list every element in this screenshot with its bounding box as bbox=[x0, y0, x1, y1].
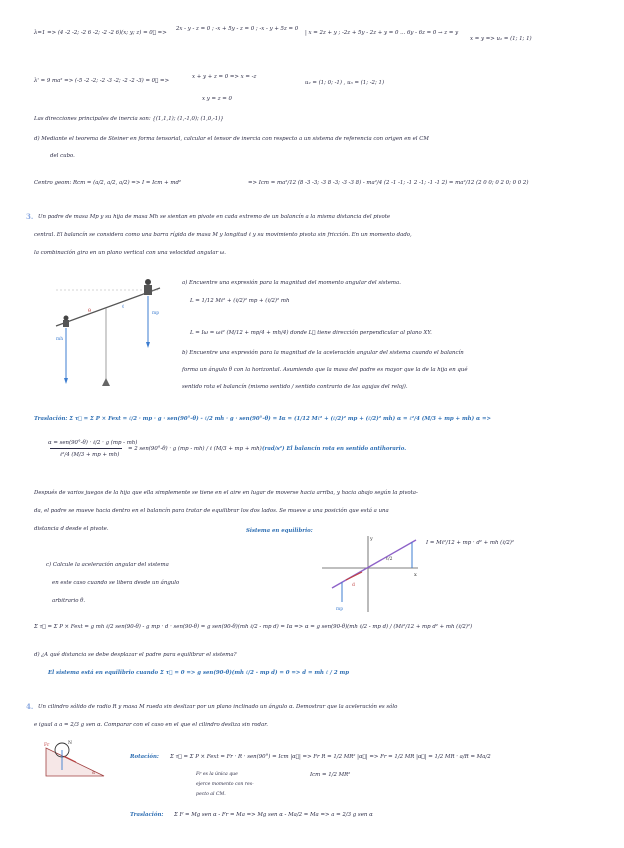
fraction-bar-1 bbox=[50, 448, 122, 449]
question-b-line2: forma un ángulo θ con la horizontal. Asumiendo que la masa del padre es mayor que la de la hija en qué bbox=[182, 367, 468, 373]
question-d-text: d) ¿A qué distancia se debe desplazar el padre para equilibrar el sistema? bbox=[34, 652, 237, 658]
equilibrium-label: Sistema en equilibrio: bbox=[246, 528, 313, 534]
problem-3-text-2: central. El balancín se considera como una barra rígida de masa M y longitud ℓ y su movimiento pivota sin fricción. En un momento dado, bbox=[34, 232, 412, 238]
label-mp-eq: mp bbox=[336, 607, 344, 612]
equilibrium-inertia: I = Mℓ²/12 + mp · d² + mh (ℓ/2)² bbox=[426, 540, 515, 546]
tilted-beam bbox=[332, 540, 416, 588]
principal-directions: Las direcciones principales de inercia son: {(1,1,1); (1,-1,0); (1,0,-1)} bbox=[34, 116, 224, 122]
question-d-line2: del cubo. bbox=[50, 153, 75, 159]
label-ell: ℓ bbox=[122, 304, 125, 310]
eigen-eq-1d: x = y => u₁ = (1; 1; 1) bbox=[470, 36, 532, 42]
distance-d-segment bbox=[346, 572, 362, 580]
label-n: N bbox=[68, 741, 72, 746]
label-alpha: α bbox=[92, 771, 96, 776]
note-line-3: pecto al CM. bbox=[196, 792, 226, 797]
question-a-eq-2: L = Iω = ωℓ² (M/12 + mp/4 + mh/4) donde L⃗ tiene dirección perpendicular al plano XY. bbox=[190, 330, 432, 336]
question-c-line1: c) Calcule la aceleración angular del sistema bbox=[46, 562, 169, 568]
note-line-2: ejerce momento con res- bbox=[196, 782, 254, 787]
question-d-answer: El sistema está en equilibrio cuando Σ τ⃗ = 0 => g sen(90-θ)(mh ℓ/2 - mp d) = 0 => d = mh ℓ / 2 mp bbox=[48, 670, 349, 676]
problem-4-text-1: Un cilindro sólido de radio R y masa M rueda sin deslizar por un plano inclinado un ángulo α. Demostrar que la aceleración es sólo bbox=[38, 704, 398, 710]
daughter-body bbox=[63, 320, 69, 327]
label-d: d bbox=[352, 583, 355, 588]
translation-eq: Σ F = Mg sen α - Fr = Ma => Mg sen α - Ma/2 = Ma => a = 2/3 g sen α bbox=[174, 812, 373, 818]
rotation-label: Rotación: bbox=[130, 754, 159, 760]
question-d-line1: d) Mediante el teorema de Steiner en forma tensorial, calcular el tensor de inercia con respecto a un sistema de referencia con origen en el CM bbox=[34, 136, 429, 142]
description-line-1: Después de varios juegos de la hija que ella simplemente se tiene en el aire en lugar de moverse hacia arriba, y hacia abajo según la pivota- bbox=[34, 490, 418, 496]
question-a-eq-1: L = 1/12 Mℓ² + (ℓ/2)² mp + (ℓ/2)² mh bbox=[190, 298, 290, 304]
eigen-eq-1a: λ=1 => (4 -2 -2; -2 6 -2; -2 -2 6)(x; y; z) = 0⃗ => bbox=[34, 30, 167, 36]
description-line-2: da, el padre se mueve hacia dentro en el balancín para tratar de equilibrar los dos lados. Se mueve a una posición que está a una bbox=[34, 508, 389, 514]
problem-4-number: 4. bbox=[26, 702, 34, 711]
description-line-3: distancia d desde el pivote. bbox=[34, 526, 109, 532]
alpha-numerator: α = sen(90°-θ) · ℓ/2 · g (mp - mh) bbox=[48, 440, 138, 446]
problem-3-text-1: Un padre de masa Mp y su hija de masa Mh se sientan en pivote en cada extremo de un balancín a la misma distancia del pivote bbox=[38, 214, 391, 220]
translation-eq-1: Traslación: Σ τ⃗ = Σ P × Fext = ℓ/2 · mp · g · sen(90°-θ) - ℓ/2 mh · g · sen(90°-θ) = Iα = (1/12 Mℓ² + (ℓ/2)² mp + (ℓ/2)² mh) α = ℓ²/4 (M/3 + mp + mh) α => bbox=[34, 416, 492, 422]
father-icon bbox=[145, 279, 151, 285]
label-fr: Fr bbox=[44, 743, 50, 748]
eigen-eq-2d: x y = z = 0 bbox=[202, 96, 232, 102]
problem-4-text-2: e igual a a = 2/3 g sen α. Comparar con el caso en el que el cilindro desliza sin rodar. bbox=[34, 722, 268, 728]
problem-3-text-3: la combinación gira en un plano vertical con una velocidad angular ω. bbox=[34, 250, 227, 256]
label-mh: mh bbox=[56, 337, 64, 342]
pivot-base bbox=[102, 378, 110, 386]
label-x: x bbox=[414, 572, 417, 578]
incline-figure bbox=[42, 736, 108, 780]
inertia-cylinder: Icm = 1/2 MR² bbox=[310, 772, 351, 778]
question-b-line1: b) Encuentre una expresión para la magnitud de la aceleración angular del sistema cuando el balancín bbox=[182, 350, 464, 356]
father-body bbox=[144, 285, 152, 295]
eigen-eq-2c: u₂ = (1; 0; -1) , u₃ = (1; -2; 1) bbox=[305, 80, 385, 86]
question-c-line2: en este caso cuando se libera desde un ángulo bbox=[52, 580, 180, 586]
question-c-line3: arbitrario θ. bbox=[52, 598, 86, 604]
daughter-icon bbox=[64, 316, 69, 321]
seesaw-figure bbox=[48, 268, 168, 390]
eigen-eq-1b: 2x - y - z = 0 ; -x + 5y - z = 0 ; -x - y + 5z = 0 bbox=[176, 26, 299, 32]
father-arrow-head bbox=[146, 342, 150, 348]
label-theta: θ bbox=[88, 308, 92, 314]
rotation-eq: Σ τ⃗ = Σ P × Fext = Fr · R · sen(90°) = Icm |α⃗| => Fr R = 1/2 MR² |α⃗| => Fr = 1/2 MR |α⃗| = 1/2 MR · a/R = Ma/2 bbox=[170, 754, 491, 760]
label-mp: mp bbox=[152, 311, 160, 316]
steiner-eq-a: Centro geom: Rcm = (a/2, a/2, a/2) => I = Icm + md² bbox=[34, 180, 182, 186]
problem-3-number: 3. bbox=[26, 212, 34, 221]
eigen-eq-2a: λ' = 9 ma² => (-5 -2 -2; -2 -3 -2; -2 -2 -3) = 0⃗ => bbox=[34, 78, 170, 84]
equilibrium-figure bbox=[318, 532, 422, 616]
alpha-denominator: ℓ²/4 (M/3 + mp + mh) bbox=[60, 452, 120, 458]
label-y: y bbox=[370, 536, 373, 542]
rotation-direction-result: (rad/s²) El balancín rota en sentido antihorario. bbox=[262, 446, 407, 452]
eigen-eq-1c: | x = 2z + y ; -2z + 5y - 2z + y = 0 ... 6y - 6z = 0 → z = y bbox=[305, 30, 459, 36]
question-c-eq: Σ τ⃗ = Σ P × Fext = g mh ℓ/2 sen(90-θ) - g mp · d · sen(90-θ) = g sen(90-θ)(mh ℓ/2 - mp d) = Iα => α = g sen(90-θ)(mh ℓ/2 - mp d) / (Mℓ²/12 + mp d² + mh (ℓ/2)²) bbox=[34, 624, 473, 630]
alpha-simplified: = 2 sen(90°-θ) · g (mp - mh) / ℓ (M/3 + mp + mh) bbox=[128, 446, 262, 452]
eigen-eq-2b: x + y + z = 0 => x = -z bbox=[192, 74, 257, 80]
label-half-l: ℓ/2 bbox=[386, 557, 393, 562]
question-b-line3: sentido rota el balancín (mismo sentido / sentido contrario de las agujas del reloj). bbox=[182, 384, 408, 390]
question-a: a) Encuentre una expresión para la magnitud del momento angular del sistema. bbox=[182, 280, 401, 286]
steiner-eq-b: => Icm = ma²/12 (8 -3 -3; -3 8 -3; -3 -3 8) - ma²/4 (2 -1 -1; -1 2 -1; -1 -1 2) = ma²/12 (2 0 0; 0 2 0; 0 0 2) bbox=[248, 180, 529, 186]
translation-label: Traslación: bbox=[130, 812, 164, 818]
daughter-arrow-head bbox=[64, 378, 68, 384]
note-line-1: Fr es la única que bbox=[196, 772, 238, 777]
